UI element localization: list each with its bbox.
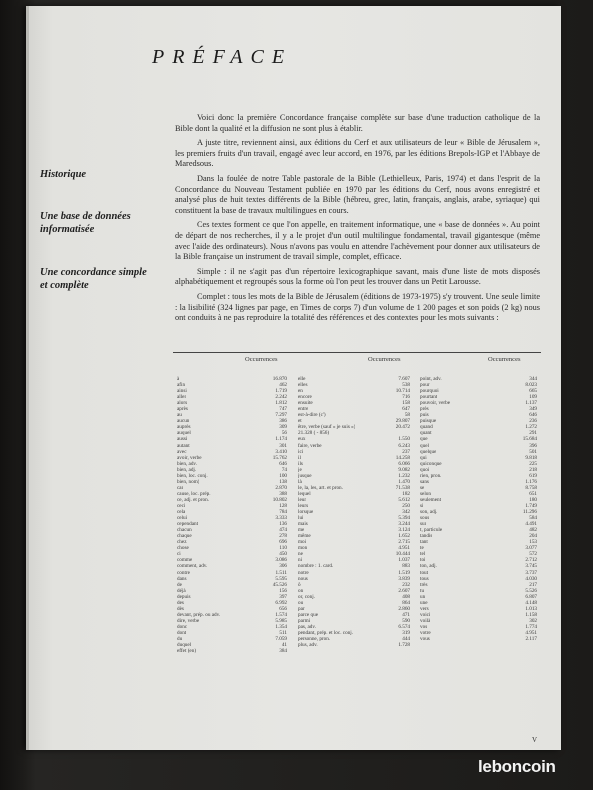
occurrence-count: 15.684 xyxy=(522,436,537,443)
paragraph-base-donnees: Ces textes forment ce que l'on appelle, en traitement informatique, une « base de données ». Au point de départ de nos recherches, il y a le projet d'un outil multilingue fondamental, travail gigantesque (même avec l'aide des ordinateurs). Nous n'avons pas voulu en attendre l'achèvement pour donner aux utilisateurs de la Bible française un instrument de travail simple, complet, efficace. xyxy=(175,220,540,262)
occurrence-count: 3.077 xyxy=(525,545,537,552)
occurrence-count: 1.354 xyxy=(275,623,287,630)
word-label: cause, loc. prép. xyxy=(177,490,211,497)
word-label: est-à-dire (c') xyxy=(298,412,326,419)
word-label: ils xyxy=(298,460,303,467)
occurrence-count: 10.802 xyxy=(272,496,287,503)
paragraph-foulee: Dans la foulée de notre Table pastorale de la Bible (Lethielleux, Paris, 1974) et dans l'esprit de la Concordance du Nouveau Testament publiée en 1970 par les éditions du Cerf, nous avons enregistré et analysé plus de huit textes différents de la Bible (hébreu, grec, latin, français, anglais, arabe, syriaque) qui constituent la base de travaux multilingues en cours. xyxy=(175,173,540,215)
word-label: se xyxy=(420,484,425,491)
occurrence-count: 100 xyxy=(279,472,287,479)
occurrence-count: 444 xyxy=(402,636,410,643)
word-label: mon xyxy=(298,545,308,552)
occurrence-count: 5.595 xyxy=(275,575,287,582)
word-label: parce que xyxy=(298,611,319,618)
word-label: dont xyxy=(177,629,187,636)
occurrence-count: 4.951 xyxy=(398,545,410,552)
word-label: auquel xyxy=(177,430,191,437)
word-label: pourtant xyxy=(420,394,438,401)
word-label: dire, verbe xyxy=(177,617,200,624)
occurrence-count: 56 xyxy=(281,430,287,437)
word-label: bien, loc. conj. xyxy=(177,472,208,479)
word-label: quel xyxy=(420,442,429,449)
occurrence-count: 5.612 xyxy=(398,496,410,503)
word-label: au xyxy=(177,412,182,419)
occurrence-count: 572 xyxy=(529,551,537,558)
word-label: vous xyxy=(420,636,430,643)
word-label: tous xyxy=(420,575,429,582)
occurrence-count: 4.148 xyxy=(525,599,537,606)
occurrence-count: 58 xyxy=(404,412,410,419)
occurrence-count: 4.030 xyxy=(525,575,537,582)
occurrence-count: 5.394 xyxy=(398,515,410,522)
occurrence-count: 6.066 xyxy=(398,460,410,467)
occurrence-count: 217 xyxy=(529,581,537,588)
occurrence-count: 1.272 xyxy=(525,424,537,431)
occurrence-count: 1.232 xyxy=(398,472,410,479)
word-label: entre xyxy=(298,406,309,413)
word-label: le, la, les, art. et pron. xyxy=(298,484,343,491)
occurrence-count: 16.870 xyxy=(272,376,287,382)
occurrence-count: 291 xyxy=(529,430,537,437)
word-label: eux xyxy=(298,436,306,443)
word-label: parmi xyxy=(298,617,311,624)
occurrences-header-2: Occurrences xyxy=(368,356,401,363)
occurrence-count: 386 xyxy=(279,418,287,425)
occurrence-count: 450 xyxy=(279,551,287,558)
word-label: sans xyxy=(420,478,429,485)
word-label: puis xyxy=(420,412,429,419)
word-label: bien, adv. xyxy=(177,460,197,467)
occurrence-count: 2.117 xyxy=(525,636,537,643)
word-label: on xyxy=(298,587,304,594)
occurrence-count: 1.812 xyxy=(275,400,287,407)
occurrence-count: 2.870 xyxy=(275,484,287,491)
occurrence-count: 864 xyxy=(402,599,410,606)
word-label: pourquoi xyxy=(420,388,439,395)
word-label: son, adj. xyxy=(420,509,438,516)
word-label: de xyxy=(177,581,182,588)
occurrence-count: 2.242 xyxy=(275,394,287,401)
word-label: lorsque xyxy=(298,509,314,516)
word-column-3 xyxy=(420,376,537,642)
word-label: donc xyxy=(177,623,188,630)
word-label: par xyxy=(298,605,305,612)
word-label: sur xyxy=(420,521,427,528)
occurrence-count: 14.258 xyxy=(395,454,410,461)
occurrence-count: 225 xyxy=(529,460,537,467)
leboncoin-watermark: leboncoin xyxy=(478,757,556,776)
occurrence-count: 9.818 xyxy=(525,454,537,461)
word-label: ni xyxy=(298,557,303,564)
word-label: dès xyxy=(177,605,184,612)
word-label: ainsi xyxy=(177,388,187,395)
word-label: quant xyxy=(420,430,432,437)
occurrence-count: 538 xyxy=(402,382,410,389)
word-label: votre xyxy=(420,629,431,636)
paragraph-historique: A juste titre, reviennent ainsi, aux éditions du Cerf et aux utilisateurs de leur « Bible de Jérusalem », les premiers fruits d'un travail, engagé avec leur accord, en 1976, par les éditions Brepols-IGP et l'Abbaye de Maredsous. xyxy=(175,138,540,169)
occurrence-count: 8.023 xyxy=(525,382,537,389)
word-label: je xyxy=(298,466,302,473)
word-label: duquel xyxy=(177,642,192,649)
occurrence-count: 71.538 xyxy=(395,484,410,491)
occurrence-count: 6.243 xyxy=(398,442,410,449)
occurrence-count: 396 xyxy=(529,442,537,449)
preface-body xyxy=(175,113,540,328)
occurrence-count: 474 xyxy=(279,527,287,534)
word-label: ô xyxy=(298,581,301,588)
occurrence-count: 3.244 xyxy=(398,521,410,528)
word-label: à xyxy=(177,376,180,382)
occurrence-count: 2.712 xyxy=(525,557,537,564)
occurrence-count: 344 xyxy=(529,376,537,382)
word-label: leur xyxy=(298,496,307,503)
word-label: et xyxy=(298,418,302,425)
occurrence-count: 237 xyxy=(402,448,410,455)
occurrence-count: 15.762 xyxy=(272,454,287,461)
word-label: quelque xyxy=(420,448,437,455)
word-label: encore xyxy=(298,394,312,401)
word-label: moi xyxy=(298,539,307,546)
occurrence-count: 1.470 xyxy=(398,478,410,485)
word-row xyxy=(420,636,537,642)
occurrence-count: 7.297 xyxy=(275,412,287,419)
occurrence-count: 388 xyxy=(279,490,287,497)
word-label: tant xyxy=(420,539,428,546)
word-row xyxy=(298,642,410,648)
occurrence-count: 301 xyxy=(279,442,287,449)
word-label: cependant xyxy=(177,521,199,528)
occurrence-count: 20.472 xyxy=(395,424,410,431)
word-label: ton, adj. xyxy=(420,563,437,570)
occurrence-count: 153 xyxy=(529,539,537,546)
occurrence-count: 342 xyxy=(402,509,410,516)
word-label: notre xyxy=(298,569,309,576)
occurrence-count: 156 xyxy=(279,587,287,594)
occurrence-count: 1.037 xyxy=(398,557,410,564)
word-label: effet (en) xyxy=(177,648,197,655)
word-label: tu xyxy=(420,587,425,594)
occurrence-count: 5.985 xyxy=(275,617,287,624)
word-label: me xyxy=(298,527,305,534)
word-label: alors xyxy=(177,400,188,407)
occurrence-count: 204 xyxy=(529,533,537,540)
occurrence-count: 1.550 xyxy=(398,436,410,443)
word-label: que xyxy=(420,436,428,443)
word-label: celui xyxy=(177,515,188,522)
occurrence-count: 462 xyxy=(279,382,287,389)
word-label: chez xyxy=(177,539,187,546)
occurrence-count: 2.715 xyxy=(398,539,410,546)
word-label: tel xyxy=(420,551,426,558)
occurrence-count: 1.137 xyxy=(525,400,537,407)
word-label: auprès xyxy=(177,424,191,431)
occurrence-count: 1.176 xyxy=(525,478,537,485)
occurrence-count: 1.652 xyxy=(398,533,410,540)
word-label: pendant, prép. et loc. conj. xyxy=(298,629,354,636)
occurrence-count: 278 xyxy=(279,533,287,540)
occurrence-count: 232 xyxy=(402,581,410,588)
occurrence-count: 349 xyxy=(529,406,537,413)
occurrence-count: 10.714 xyxy=(395,388,410,395)
word-label: voilà xyxy=(420,617,431,624)
word-label: quand xyxy=(420,424,433,431)
occurrence-count: 4.951 xyxy=(525,629,537,636)
occurrence-count: 7.059 xyxy=(275,636,287,643)
occurrence-count: 10.444 xyxy=(395,551,410,558)
occurrence-count: 6.574 xyxy=(398,623,410,630)
word-label: dans xyxy=(177,575,187,582)
word-label: ceci xyxy=(177,502,186,509)
word-label: près xyxy=(420,406,429,413)
word-label: avoir, verbe xyxy=(177,454,202,461)
occurrence-count: 1.574 xyxy=(275,611,287,618)
occurrence-count: 9.082 xyxy=(398,466,410,473)
word-label: bien, adj. xyxy=(177,466,197,473)
word-label: point, adv. xyxy=(420,376,442,382)
table-rule xyxy=(173,352,541,353)
occurrence-count: 109 xyxy=(529,394,537,401)
word-label: lui xyxy=(298,515,304,522)
occurrence-count: 408 xyxy=(402,593,410,600)
word-label: avec xyxy=(177,448,187,455)
occurrence-count: 716 xyxy=(402,394,410,401)
word-label: mais xyxy=(298,521,308,528)
word-label: tandis xyxy=(420,533,433,540)
word-row xyxy=(177,648,287,654)
word-label: ici xyxy=(298,448,304,455)
word-label: depuis xyxy=(177,593,191,600)
word-label: il xyxy=(298,454,301,461)
occurrence-count: 619 xyxy=(529,472,537,479)
word-label: puisque xyxy=(420,418,437,425)
occurrence-count: 696 xyxy=(279,539,287,546)
occurrence-count: 651 xyxy=(529,490,537,497)
word-label: même xyxy=(298,533,311,540)
occurrence-count: 4.491 xyxy=(525,521,537,528)
sidebar-heading-concordance: Une concordance simple et complète xyxy=(40,267,147,291)
word-label: comment, adv. xyxy=(177,563,208,570)
word-label: ou xyxy=(298,599,304,606)
occurrence-count: 302 xyxy=(529,617,537,624)
occurrence-count: 1.774 xyxy=(525,623,537,630)
word-label: nous xyxy=(298,575,308,582)
word-label: car xyxy=(177,484,184,491)
word-label: vos xyxy=(420,623,428,630)
word-label: là xyxy=(298,478,302,485)
occurrence-count: 590 xyxy=(402,617,410,624)
word-label: elle xyxy=(298,376,306,382)
occurrence-count: 3.839 xyxy=(398,575,410,582)
occurrence-count: 7.607 xyxy=(398,376,410,382)
occurrence-count: 1.013 xyxy=(525,605,537,612)
occurrence-count: 384 xyxy=(279,648,287,655)
word-label: contre xyxy=(177,569,190,576)
word-label: seulement xyxy=(420,496,442,503)
word-label: bien, nom) xyxy=(177,478,200,485)
word-label: déjà xyxy=(177,587,186,594)
word-label: ne xyxy=(298,551,303,558)
occurrence-count: 8.758 xyxy=(525,484,537,491)
word-label: une xyxy=(420,599,428,606)
word-label: te xyxy=(420,545,424,552)
word-label: en xyxy=(298,388,303,395)
word-label: un xyxy=(420,593,426,600)
occurrence-count: 319 xyxy=(402,629,410,636)
word-label: nombre : 1. card. xyxy=(298,563,334,570)
word-column-1 xyxy=(177,376,287,654)
occurrence-count: 6.992 xyxy=(275,599,287,606)
word-label: voici xyxy=(420,611,431,618)
word-label: sous xyxy=(420,515,430,522)
page-binding-edge xyxy=(26,6,29,750)
occurrence-count: 1.158 xyxy=(525,611,537,618)
word-label: personne, pron. xyxy=(298,636,331,643)
occurrence-count: 656 xyxy=(279,605,287,612)
occurrence-count: 11.296 xyxy=(522,509,537,516)
occurrences-header-1: Occurrences xyxy=(245,356,278,363)
occurrence-count: 158 xyxy=(402,400,410,407)
occurrence-count: 41 xyxy=(281,642,287,649)
occurrence-count: 3.086 xyxy=(275,557,287,564)
word-label: ce, adj. et pron. xyxy=(177,496,209,503)
word-label: selon xyxy=(420,490,431,497)
page-number: V xyxy=(532,736,538,744)
word-label: aussi xyxy=(177,436,188,443)
occurrence-count: 2.607 xyxy=(398,587,410,594)
occurrence-count: 883 xyxy=(402,563,410,570)
occurrence-count: 110 xyxy=(279,545,287,552)
sidebar-heading-historique: Historique xyxy=(40,169,87,180)
word-label: or, conj. xyxy=(298,593,315,600)
occurrence-count: 306 xyxy=(279,563,287,570)
occurrence-count: 397 xyxy=(279,593,287,600)
occurrence-count: 45.526 xyxy=(272,581,287,588)
occurrence-count: 128 xyxy=(279,502,287,509)
paragraph-simple: Simple : il ne s'agit pas d'un répertoire lexicographique savant, mais d'une liste de mots disposés alphabétiquement et regroupés sous la forme où l'on peut les trouver dans un Petit Larousse. xyxy=(175,266,540,287)
occurrence-count: 182 xyxy=(402,490,410,497)
word-label: autant xyxy=(177,442,190,449)
word-label: chose xyxy=(177,545,189,552)
occurrence-count: 646 xyxy=(279,460,287,467)
word-label: pouvoir, verbe xyxy=(420,400,451,407)
occurrence-count: 3.745 xyxy=(525,563,537,570)
word-label: comme xyxy=(177,557,193,564)
occurrence-count: 2.860 xyxy=(398,605,410,612)
word-label: pas, adv. xyxy=(298,623,316,630)
occurrence-count: 6.807 xyxy=(525,593,537,600)
word-label: chacun xyxy=(177,527,192,534)
word-label: si xyxy=(420,502,424,509)
occurrence-count: 5.526 xyxy=(525,587,537,594)
occurrences-header-3: Occurrences xyxy=(488,356,521,363)
word-label: ci xyxy=(177,551,181,558)
word-label: devant, prép. ou adv. xyxy=(177,611,221,618)
word-label: t, particule xyxy=(420,527,443,534)
word-label: lequel xyxy=(298,490,311,497)
word-label: être, verbe (sauf « je suis ») xyxy=(298,424,356,431)
word-label: après xyxy=(177,406,188,413)
word-label: elles xyxy=(298,382,308,389)
paragraph-complet: Complet : tous les mots de la Bible de Jérusalem (éditions de 1973-1975) s'y trouvent. Une seule limite : la lisibilité (324 lignes par page, en Times de corps 7) d'un volume de 1 200 pages et son poids (2 kg) nous ont conduits à ne pas reproduire la totalité des références et des contextes pour les mots suivants : xyxy=(175,291,540,323)
occurrence-count: 3.410 xyxy=(275,448,287,455)
occurrence-count: 74 xyxy=(281,466,287,473)
paragraph-intro: Voici donc la première Concordance française complète sur base d'une traduction catholique de la Bible dont la qualité et la diffusion ne sont plus à établir. xyxy=(175,113,540,133)
word-label: du xyxy=(177,636,183,643)
occurrence-count: 647 xyxy=(402,406,410,413)
occurrence-count: 1.511 xyxy=(275,569,287,576)
word-label: plus, adv. xyxy=(298,642,318,649)
word-label: pour xyxy=(420,382,430,389)
occurrence-count: 29.807 xyxy=(395,418,410,425)
occurrence-count: 501 xyxy=(529,448,537,455)
page-title: PRÉFACE xyxy=(152,46,293,68)
word-label: très xyxy=(420,581,428,588)
occurrence-count: 309 xyxy=(279,424,287,431)
occurrence-count: 3.333 xyxy=(275,515,287,522)
word-label: aller xyxy=(177,394,187,401)
occurrence-count: 180 xyxy=(529,496,537,503)
word-label: toi xyxy=(420,557,426,564)
word-label: qui xyxy=(420,454,427,461)
occurrence-count: 482 xyxy=(529,527,537,534)
word-label: leurs xyxy=(298,502,309,509)
word-label: rien, pron. xyxy=(420,472,442,479)
word-label: chaque xyxy=(177,533,192,540)
word-label: quoi xyxy=(420,466,430,473)
word-label: cela xyxy=(177,509,186,516)
occurrence-count: 646 xyxy=(529,412,537,419)
occurrence-count: 3.124 xyxy=(398,527,410,534)
word-label: aucun xyxy=(177,418,190,425)
occurrence-count: 3.737 xyxy=(525,569,537,576)
word-label: des xyxy=(177,599,184,606)
word-label: quiconque xyxy=(420,460,442,467)
occurrence-count: 236 xyxy=(529,418,537,425)
occurrence-count: 1.749 xyxy=(525,502,537,509)
word-label: ensuite xyxy=(298,400,313,407)
word-label: afin xyxy=(177,382,186,389)
occurrence-count: 665 xyxy=(529,388,537,395)
word-label: faire, verbe xyxy=(298,442,322,449)
occurrence-count: 1.174 xyxy=(275,436,287,443)
occurrence-count: 471 xyxy=(402,611,410,618)
occurrence-count: 584 xyxy=(529,515,537,522)
sidebar-heading-base: Une base de données informatisée xyxy=(40,211,131,235)
occurrence-count: 511 xyxy=(279,629,287,636)
occurrence-count: 218 xyxy=(529,466,537,473)
word-label: tout xyxy=(420,569,429,576)
occurrence-count: 1.728 xyxy=(398,642,410,649)
occurrence-count: 250 xyxy=(402,502,410,509)
occurrence-count: 1.519 xyxy=(398,569,410,576)
word-label: 21.328 ( - 856) xyxy=(298,430,330,437)
occurrence-count: 747 xyxy=(279,406,287,413)
word-label: vers xyxy=(420,605,429,612)
occurrence-count: 138 xyxy=(279,478,287,485)
word-column-2 xyxy=(298,376,410,648)
word-label: jusque xyxy=(298,472,312,479)
occurrence-count: 136 xyxy=(279,521,287,528)
occurrence-count: 1.719 xyxy=(275,388,287,395)
occurrence-count: 784 xyxy=(279,509,287,516)
